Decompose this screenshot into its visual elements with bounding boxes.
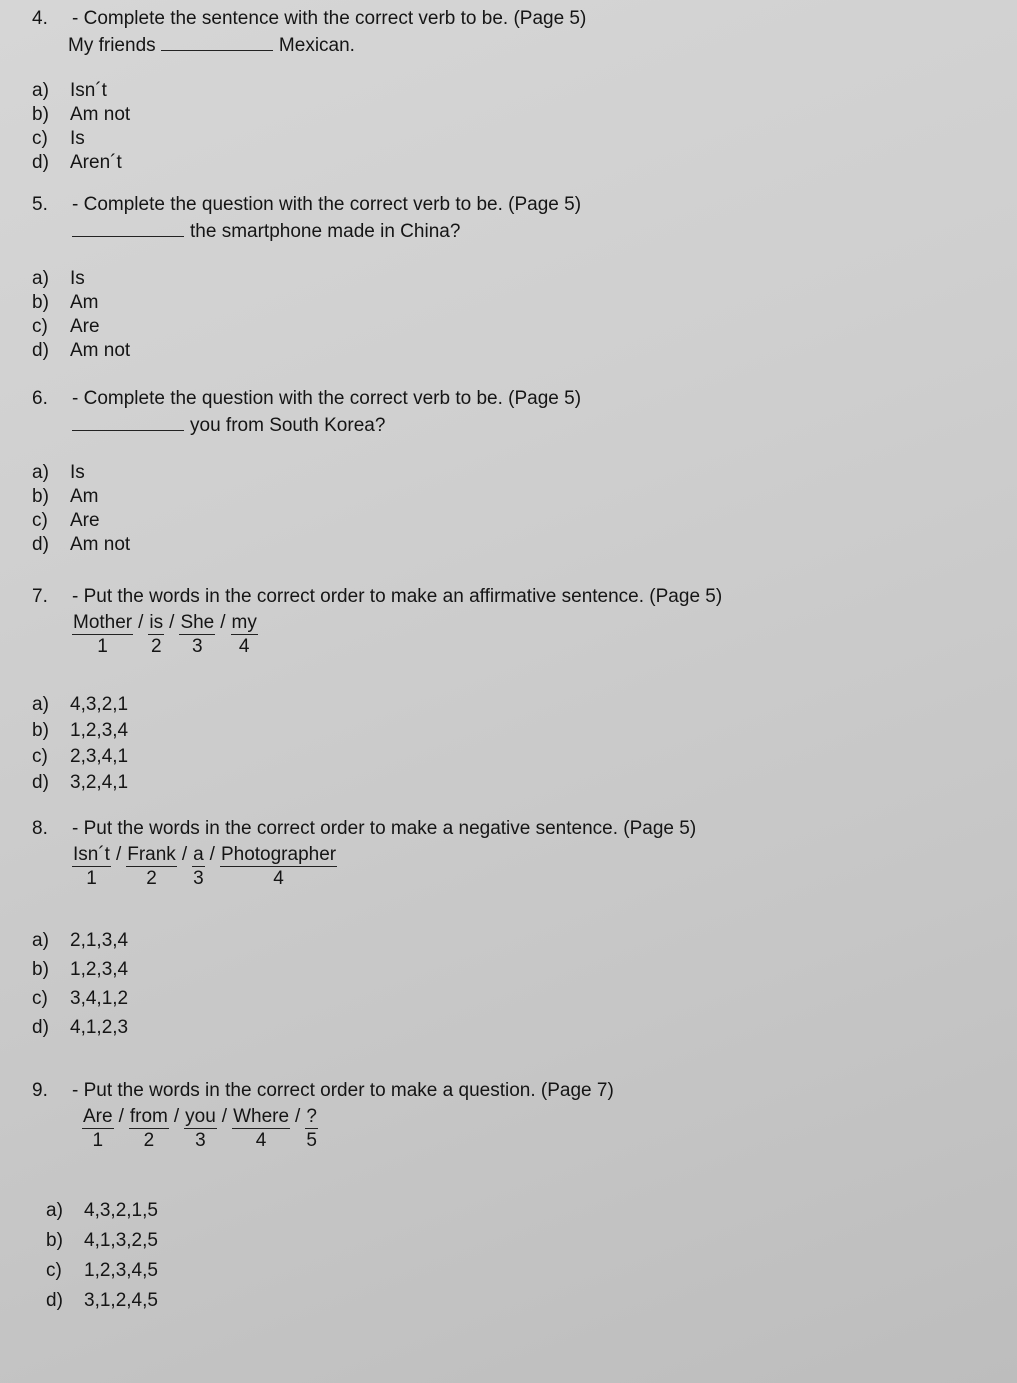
question-prompt: - Complete the question with the correct verb to be. (Page 5)	[72, 388, 582, 409]
answer-blank[interactable]	[72, 412, 184, 431]
option-d[interactable]: d) Aren´t	[32, 152, 122, 173]
question-4	[32, 8, 586, 175]
option-c[interactable]: c) Are	[32, 510, 100, 531]
word-item: ? 5	[306, 1106, 317, 1151]
question-sentence: the smartphone made in China?	[72, 218, 581, 243]
question-stem	[32, 194, 581, 216]
option-a[interactable]: a) 4,3,2,1	[32, 694, 129, 715]
word-item: from 2	[129, 1106, 168, 1151]
word-item: Are 1	[83, 1106, 113, 1151]
option-c[interactable]: c) 1,2,3,4,5	[46, 1260, 158, 1281]
options-list	[46, 1196, 614, 1316]
answer-blank[interactable]	[161, 32, 273, 51]
question-stem	[32, 586, 722, 608]
option-b[interactable]: b) Am not	[32, 104, 131, 125]
option-d[interactable]: d) Am not	[32, 340, 131, 361]
question-stem	[32, 388, 581, 410]
options-list	[32, 692, 722, 796]
question-prompt: - Put the words in the correct order to make a negative sentence. (Page 5)	[72, 818, 697, 839]
word-item: Isn´t 1	[73, 844, 110, 889]
question-number: 6.	[32, 388, 48, 409]
question-sentence: you from South Korea?	[72, 412, 581, 437]
options-list	[32, 926, 696, 1042]
option-c[interactable]: c) 2,3,4,1	[32, 746, 129, 767]
word-order-set: Isn´t 1 / Frank 2 / a 3 / Photographer 4	[73, 844, 337, 889]
question-stem	[32, 1080, 614, 1102]
question-number: 8.	[32, 818, 48, 839]
word-order-set: Are 1 / from 2 / you 3 / Where 4 / ? 5	[83, 1106, 317, 1151]
word-item: Where 4	[233, 1106, 290, 1151]
question-number: 7.	[32, 586, 48, 607]
question-prompt: - Put the words in the correct order to make a question. (Page 7)	[72, 1080, 614, 1101]
question-sentence: My friends Mexican.	[68, 32, 586, 57]
question-stem	[32, 818, 696, 840]
question-number: 9.	[32, 1080, 48, 1101]
word-item: a 3	[193, 844, 204, 889]
option-a[interactable]: a) Is	[32, 268, 85, 289]
word-item: is 2	[149, 612, 164, 657]
word-item: Frank 2	[127, 844, 176, 889]
option-a[interactable]: a) Is	[32, 462, 85, 483]
question-prompt: - Complete the question with the correct verb to be. (Page 5)	[72, 194, 582, 215]
option-c[interactable]: c) Are	[32, 316, 100, 337]
word-order-set: Mother 1 / is 2 / She 3 / my 4	[73, 612, 257, 657]
option-d[interactable]: d) 3,2,4,1	[32, 772, 129, 793]
option-c[interactable]: c) Is	[32, 128, 85, 149]
question-prompt: - Put the words in the correct order to make an affirmative sentence. (Page 5)	[72, 586, 723, 607]
question-7	[32, 586, 722, 796]
option-d[interactable]: d) 4,1,2,3	[32, 1017, 129, 1038]
question-prompt: - Complete the sentence with the correct verb to be. (Page 5)	[72, 8, 587, 29]
answer-blank[interactable]	[72, 218, 184, 237]
word-item: Photographer 4	[220, 844, 337, 889]
question-5	[32, 194, 581, 363]
question-8	[32, 818, 696, 1042]
question-6	[32, 388, 581, 557]
options-list	[32, 267, 581, 363]
options-list	[32, 461, 581, 557]
option-b[interactable]: b) 1,2,3,4	[32, 720, 129, 741]
word-item: you 3	[185, 1106, 216, 1151]
question-stem	[32, 8, 586, 30]
option-d[interactable]: d) 3,1,2,4,5	[46, 1290, 158, 1311]
word-item: Mother 1	[73, 612, 133, 657]
option-a[interactable]: a) 4,3,2,1,5	[46, 1200, 158, 1221]
option-a[interactable]: a) Isn´t	[32, 80, 107, 101]
question-9	[32, 1080, 614, 1316]
option-b[interactable]: b) Am	[32, 292, 99, 313]
options-list	[32, 79, 586, 175]
option-a[interactable]: a) 2,1,3,4	[32, 930, 129, 951]
option-b[interactable]: b) 1,2,3,4	[32, 959, 129, 980]
option-d[interactable]: d) Am not	[32, 534, 131, 555]
option-c[interactable]: c) 3,4,1,2	[32, 988, 129, 1009]
option-b[interactable]: b) 4,1,3,2,5	[46, 1230, 158, 1251]
question-number: 4.	[32, 8, 48, 29]
word-item: She 3	[180, 612, 215, 657]
word-item: my 4	[231, 612, 257, 657]
option-b[interactable]: b) Am	[32, 486, 99, 507]
question-number: 5.	[32, 194, 48, 215]
